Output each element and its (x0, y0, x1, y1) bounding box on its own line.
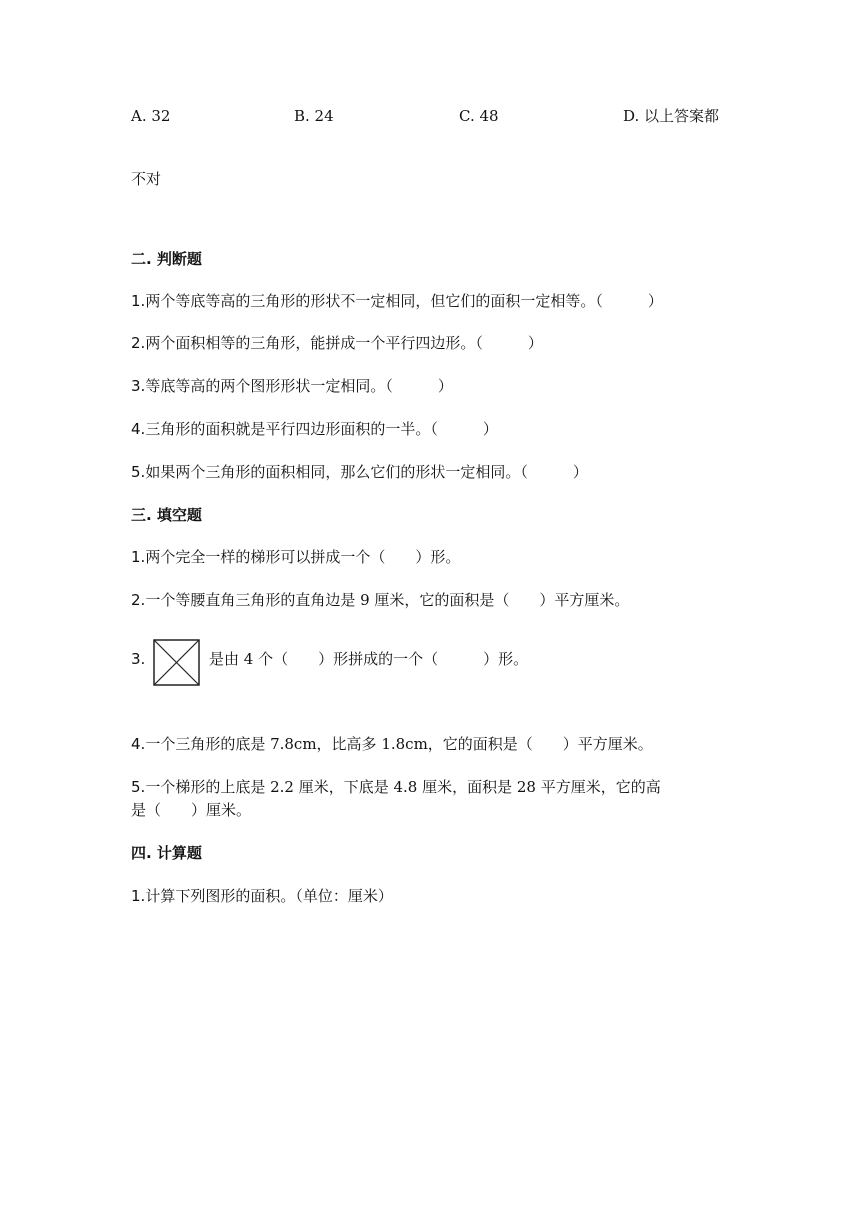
item-text: 如果两个三角形的面积相同，那么它们的形状一定相同。（ ） (145, 463, 588, 481)
calc-item-1 (131, 886, 393, 906)
item-number: 4. (131, 735, 146, 753)
item-number: 2. (131, 334, 146, 352)
item-number: 3. (131, 377, 146, 395)
square-with-diagonals-figure (153, 639, 200, 686)
fill-item-2 (131, 590, 629, 610)
item-text: 两个面积相等的三角形，能拼成一个平行四边形。（ ） (145, 334, 543, 352)
item-text: 两个完全一样的梯形可以拼成一个（ ）形。 (145, 548, 461, 566)
option-d-continuation: 不对 (131, 170, 162, 188)
item-number: 2. (131, 591, 146, 609)
item-number: 4. (131, 420, 146, 438)
item-number: 1. (131, 548, 146, 566)
item-number: 5. (131, 778, 146, 796)
item-text: 一个三角形的底是 7.8cm，比高多 1.8cm，它的面积是（ ）平方厘米。 (145, 735, 653, 753)
option-c: C. 48 (459, 107, 499, 125)
section-title-fill-blank: 三. 填空题 (131, 506, 202, 524)
section-title-calculation: 四. 计算题 (131, 844, 202, 862)
fill-item-4 (131, 734, 653, 754)
judgment-item-5 (131, 462, 588, 482)
item-text: 三角形的面积就是平行四边形面积的一半。（ ） (145, 420, 498, 438)
item-text: 计算下列图形的面积。（单位：厘米） (145, 887, 393, 905)
fill-item-5 (131, 777, 661, 797)
item-text: 等底等高的两个图形形状一定相同。（ ） (145, 377, 453, 395)
judgment-item-1 (131, 291, 663, 311)
judgment-item-3 (131, 376, 453, 396)
option-b: B. 24 (294, 107, 334, 125)
item-number: 5. (131, 463, 146, 481)
item-text: 两个等底等高的三角形的形状不一定相同，但它们的面积一定相等。（ ） (145, 292, 663, 310)
fill-item-5-continuation: 是（ ）厘米。 (131, 801, 252, 819)
fill-item-3-text: 是由 4 个（ ）形拼成的一个（ ）形。 (209, 650, 529, 668)
item-number: 1. (131, 887, 146, 905)
item-text: 一个等腰直角三角形的直角边是 9 厘米，它的面积是（ ）平方厘米。 (145, 591, 630, 609)
item-number: 3. (131, 650, 146, 668)
item-number: 1. (131, 292, 146, 310)
fill-item-1 (131, 547, 460, 567)
fill-item-3-number (131, 649, 145, 669)
option-a: A. 32 (131, 107, 171, 125)
option-d: D. 以上答案都 (623, 107, 720, 125)
section-title-judgment: 二. 判断题 (131, 250, 202, 268)
item-text: 一个梯形的上底是 2.2 厘米，下底是 4.8 厘米，面积是 28 平方厘米，它的高 (145, 778, 661, 796)
judgment-item-2 (131, 333, 543, 353)
judgment-item-4 (131, 419, 498, 439)
